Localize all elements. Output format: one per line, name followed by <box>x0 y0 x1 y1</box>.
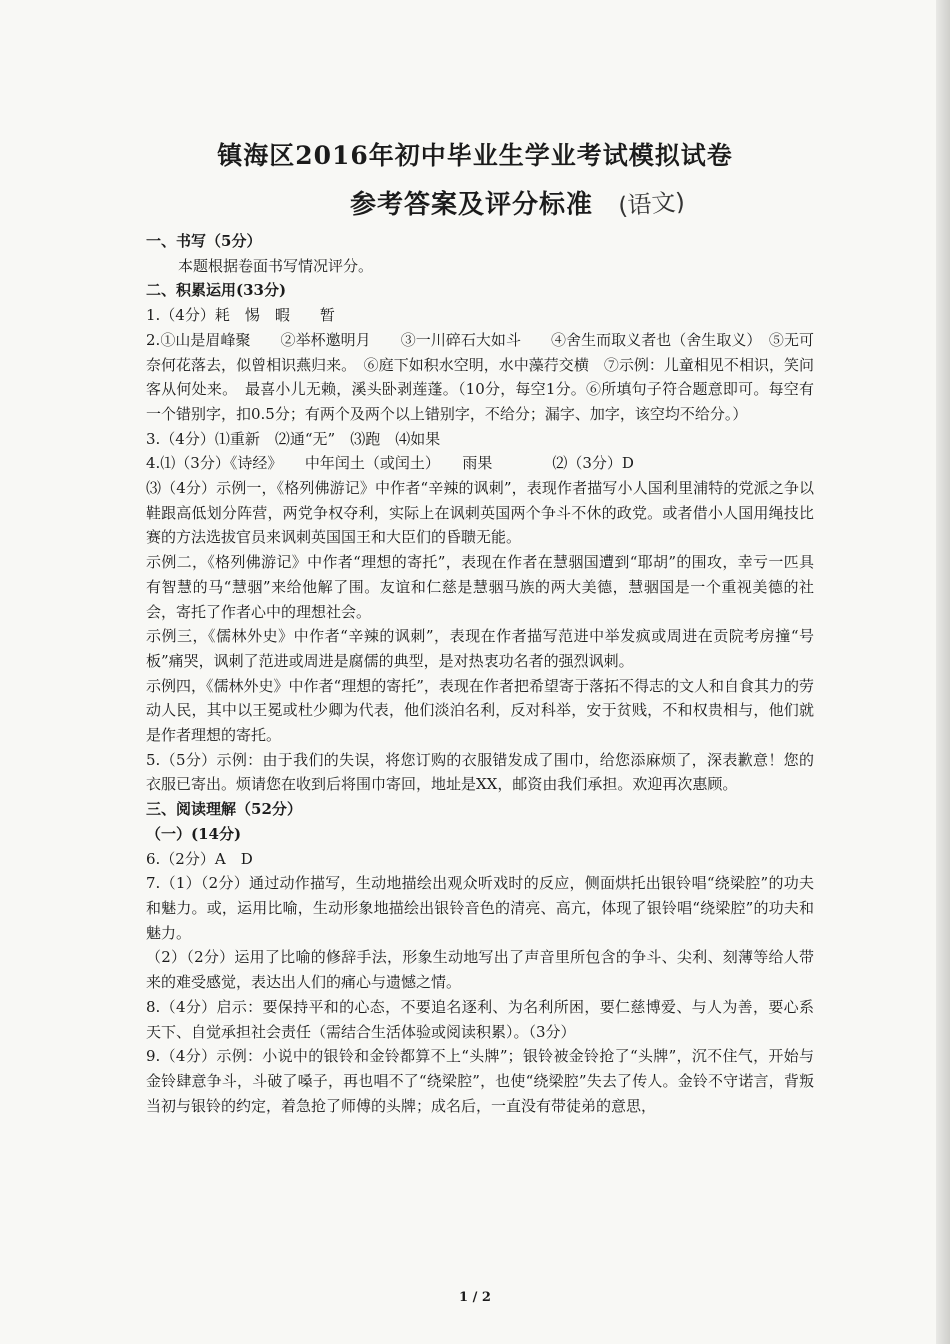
document-subtitle: 参考答案及评分标准 <box>350 190 594 220</box>
answer-q1: 1.（4分）耗 惕 暇 暂 <box>146 306 335 325</box>
section-heading-accumulation: 二、积累运用(33分) <box>146 281 287 300</box>
answer-q4-3-example4: 示例四，《儒林外史》中作者“理想的寄托”，表现在作者把希望寄于落拓不得志的文人和自食其力的劳动人民，其中以王冕或杜少卿为代表，他们淡泊名利，反对科举，安于贫贱，不和权贵相与，他们就是作者理想的寄托。 <box>146 676 814 745</box>
answer-content <box>146 229 814 1118</box>
document-title: 镇海区2016年初中毕业生学业考试模拟试卷 <box>217 141 733 170</box>
scan-edge <box>936 0 950 1344</box>
answer-q6: 6.（2分）A D <box>146 849 253 868</box>
subsection-heading-1: （一）(14分) <box>146 824 242 843</box>
answer-q9: 9.（4分）示例：小说中的银铃和金铃都算不上“头牌”；银铃被金铃抢了“头牌”，沉不住气，开始与金铃肆意争斗，斗破了嗓子，再也唱不了“绕梁腔”，也使“绕梁腔”失去了传人。金铃不守诺言，背叛当初与银铃的约定，着急抢了师傅的头牌；成名后，一直没有带徒弟的意思， <box>146 1047 814 1115</box>
answer-q7-2: （2）（2分）运用了比喻的修辞手法，形象生动地写出了声音里所包含的争斗、尖利、刻薄等给人带来的难受感觉，表达出人们的痛心与遗憾之情。 <box>146 948 814 992</box>
answer-q3: 3.（4分）⑴重新 ⑵通“无” ⑶跑 ⑷如果 <box>146 429 441 448</box>
answer-q8: 8.（4分）启示：要保持平和的心态，不要追名逐利、为名利所困，要仁慈博爱、与人为善，要心系天下、自觉承担社会责任（需结合生活体验或阅读积累）。（3分） <box>146 997 814 1041</box>
writing-note: 本题根据卷面书写情况评分。 <box>178 256 374 275</box>
answer-q4-3-example3: 示例三，《儒林外史》中作者“辛辣的讽刺”，表现在作者描写范进中举发疯或周进在贡院考房撞“号板”痛哭，讽刺了范进或周进是腐儒的典型，是对热衷功名者的强烈讽刺。 <box>146 627 814 670</box>
answer-q2: 2.①山是眉峰聚 ②举杯邀明月 ③一川碎石大如斗 ④舍生而取义者也（舍生取义） ⑤无可奈何花落去，似曾相识燕归来。 ⑥庭下如积水空明，水中藻荇交横 ⑦示例：儿童相见不相识，笑问客从何处来。 最喜小儿无赖，溪头卧剥莲蓬。（10分，每空1分。⑥所填句子符合题意即可。每空有一个错别字，扣0.5分；有两个及两个以上错别字，不给分；漏字、加字，该空均不给分。） <box>146 330 814 423</box>
section-heading-writing: 一、书写（5分） <box>146 232 262 250</box>
answer-q4-3-example2: 示例二，《格列佛游记》中作者“理想的寄托”，表现在作者在慧骃国遭到“耶胡”的围攻，幸亏一匹具有智慧的马“慧骃”来给他解了围。友谊和仁慈是慧骃马族的两大美德，慧骃国是一个重视美德的社会，寄托了作者心中的理想社会。 <box>146 553 814 621</box>
answer-q5: 5.（5分）示例：由于我们的失误，将您订购的衣服错发成了围巾，给您添麻烦了，深表歉意！您的衣服已寄出。烦请您在收到后将围巾寄回，地址是XX，邮资由我们承担。欢迎再次惠顾。 <box>146 750 814 794</box>
page-number: 1 / 2 <box>459 1290 491 1305</box>
section-heading-reading: 三、阅读理解（52分） <box>146 800 302 819</box>
answer-q4: 4.⑴（3分）《诗经》 中年闰土（或闰土） 雨果 ⑵（3分）D <box>146 454 634 473</box>
answer-q7-1: 7.（1）（2分）通过动作描写，生动地描绘出观众听戏时的反应，侧面烘托出银铃唱“绕梁腔”的功夫和魅力。或，运用比喻，生动形象地描绘出银铃音色的清亮、高亢，体现了银铃唱“绕梁腔”的功夫和魅力。 <box>146 874 814 942</box>
handwritten-note: (语文) <box>617 187 686 221</box>
answer-q4-3-example1: ⑶（4分）示例一，《格列佛游记》中作者“辛辣的讽刺”，表现作者描写小人国利里浦特的党派之争以鞋跟高低划分阵营，两党争权夺利，实际上在讽刺英国两个争斗不休的政党。或者借小人国用绳技比赛的方法选拔官员来讽刺英国国王和大臣们的昏聩无能。 <box>146 479 814 547</box>
